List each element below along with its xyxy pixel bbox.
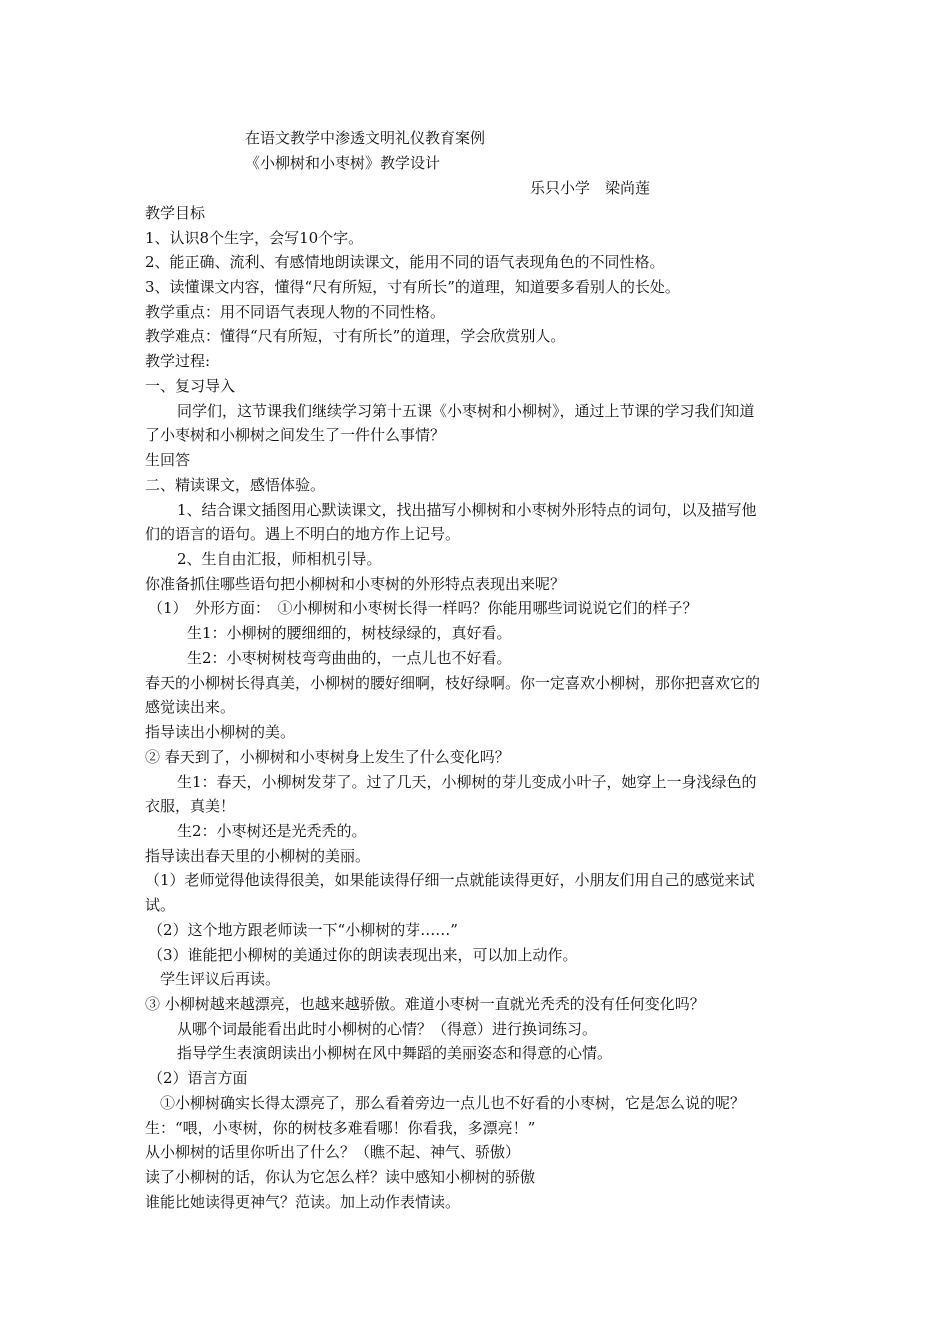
paragraph-line: 学生评议后再读。 (160, 970, 281, 988)
paragraph-line: 从小柳树的话里你听出了什么？（瞧不起、神气、骄傲） (145, 1143, 521, 1161)
document-title: 在语文教学中渗透文明礼仪教育案例 (245, 129, 486, 147)
paragraph-line: （1）老师觉得他读得很美，如果能读得仔细一点就能读得更好，小朋友们用自己的感觉来试 (145, 871, 755, 889)
key-point: 教学重点：用不同语气表现人物的不同性格。 (145, 303, 446, 321)
paragraph-line: 生2：小枣树树枝弯弯曲曲的，一点儿也不好看。 (187, 649, 512, 667)
paragraph-line: 指导读出春天里的小柳树的美丽。 (145, 847, 371, 865)
document-subtitle: 《小柳树和小枣树》教学设计 (245, 154, 441, 172)
paragraph-line: 指导读出小柳树的美。 (145, 723, 296, 741)
paragraph-line: 指导学生表演朗读出小柳树在风中舞蹈的美丽姿态和得意的心情。 (177, 1044, 613, 1062)
paragraph-line: 生1：小柳树的腰细细的，树枝绿绿的，真好看。 (187, 624, 512, 642)
objective-item: 3、读懂课文内容，懂得“尺有所短，寸有所长”的道理，知道要多看别人的长处。 (145, 278, 680, 296)
paragraph-line: 们的语言的语句。遇上不明白的地方作上记号。 (145, 525, 461, 543)
paragraph-line: 同学们，这节课我们继续学习第十五课《小枣树和小柳树》，通过上节课的学习我们知道 (177, 402, 755, 420)
paragraph-line: 从哪个词最能看出此时小柳树的心情？（得意）进行换词练习。 (177, 1020, 598, 1038)
objective-item: 1、认识8个生字，会写10个字。 (145, 229, 364, 247)
section-heading: 教学过程: (145, 352, 211, 370)
paragraph-line: ② 春天到了，小柳树和小枣树身上发生了什么变化吗？ (145, 748, 510, 766)
section-heading: 二、精读课文，感悟体验。 (145, 476, 326, 494)
paragraph-line: 生回答 (145, 451, 191, 469)
paragraph-line: （2）这个地方跟老师读一下“小柳树的芽……” (148, 921, 458, 939)
paragraph-line: 感觉读出来。 (145, 698, 236, 716)
paragraph-line: 生2：小枣树还是光秃秃的。 (177, 822, 367, 840)
paragraph-line: 谁能比她读得更神气？范读。加上动作表情读。 (145, 1193, 461, 1211)
paragraph-line: 试。 (145, 896, 176, 914)
paragraph-line: 衣服，真美！ (145, 797, 236, 815)
objective-item: 2、能正确、流利、有感情地朗读课文，能用不同的语气表现角色的不同性格。 (145, 253, 665, 271)
paragraph-line: 2、生自由汇报，师相机引导。 (177, 550, 382, 568)
paragraph-line: 生1：春天，小柳树发芽了。过了几天，小柳树的芽儿变成小叶子，她穿上一身浅绿色的 (177, 773, 757, 791)
difficulty-point: 教学难点：懂得“尺有所短，寸有所长”的道理，学会欣赏别人。 (145, 327, 566, 345)
paragraph-line: 春天的小柳树长得真美，小柳树的腰好细啊，枝好绿啊。你一定喜欢小柳树，那你把喜欢它的 (145, 674, 761, 692)
paragraph-line: 生：“喂，小枣树，你的树枝多难看哪！你看我，多漂亮！” (145, 1119, 536, 1137)
paragraph-line: 读了小柳树的话，你认为它怎么样？读中感知小柳树的骄傲 (145, 1168, 536, 1186)
document-author: 乐只小学 梁尚莲 (530, 179, 651, 197)
paragraph-line: ③ 小柳树越来越漂亮，也越来越骄傲。难道小枣树一直就光秃秃的没有任何变化吗？ (145, 995, 705, 1013)
paragraph-line: 1、结合课文插图用心默读课文，找出描写小柳树和小枣树外形特点的词句，以及描写他 (177, 501, 757, 519)
section-heading: 教学目标 (145, 204, 206, 222)
paragraph-line: 你准备抓住哪些语句把小柳树和小枣树的外形特点表现出来呢？ (145, 575, 566, 593)
paragraph-line: （2）语言方面 (148, 1069, 248, 1087)
section-heading: 一、复习导入 (145, 377, 236, 395)
paragraph-line: 了小枣树和小柳树之间发生了一件什么事情？ (145, 426, 446, 444)
paragraph-line: （1） 外形方面： ①小柳树和小枣树长得一样吗？你能用哪些词说说它们的样子？ (148, 599, 698, 617)
paragraph-line: （3）谁能把小柳树的美通过你的朗读表现出来，可以加上动作。 (148, 946, 578, 964)
paragraph-line: ①小柳树确实长得太漂亮了，那么看着旁边一点儿也不好看的小枣树，它是怎么说的呢？ (160, 1094, 746, 1112)
